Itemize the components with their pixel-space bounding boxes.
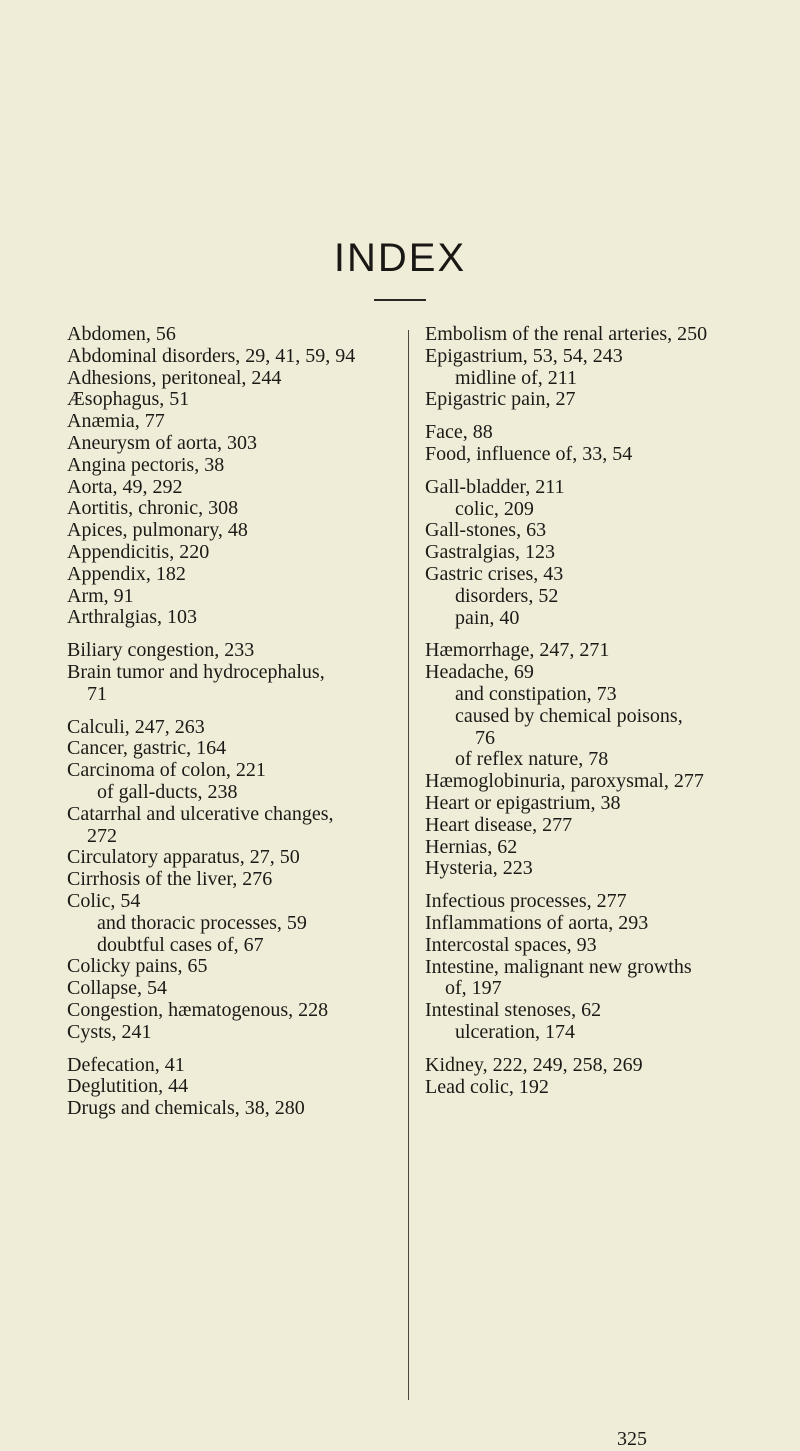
index-entry: Aneurysm of aorta, 303	[67, 431, 257, 454]
index-entry: Anæmia, 77	[67, 410, 165, 433]
index-entry: Colicky pains, 65	[67, 955, 208, 978]
page-title: INDEX	[333, 236, 467, 280]
index-entry: Biliary congestion, 233	[67, 639, 255, 662]
index-entry: Cirrhosis of the liver, 276	[67, 868, 273, 891]
index-entry: Arthralgias, 103	[67, 606, 197, 629]
index-entry: of gall-ducts, 238	[97, 780, 238, 803]
index-entry: Intestinal stenoses, 62	[425, 999, 602, 1022]
index-column-left	[67, 324, 397, 1131]
index-entry: Aorta, 49, 292	[67, 475, 183, 498]
index-entry: Angina pectoris, 38	[67, 453, 225, 476]
index-entry: Defecation, 41	[67, 1053, 185, 1076]
index-entry: Aortitis, chronic, 308	[67, 497, 239, 520]
index-entry: caused by chemical poisons,	[455, 704, 683, 727]
index-entry: of, 197	[445, 977, 502, 1000]
index-entry: Calculi, 247, 263	[67, 715, 205, 738]
index-entry: Congestion, hæmatogenous, 228	[67, 998, 329, 1021]
index-letter-group	[425, 1055, 765, 1099]
index-entry: Colic, 54	[67, 889, 141, 912]
index-entry: Arm, 91	[67, 584, 134, 607]
index-entry: Embolism of the renal arteries, 250	[425, 323, 708, 345]
index-entry: midline of, 211	[455, 366, 578, 389]
index-entry: Inflammations of aorta, 293	[425, 911, 649, 934]
index-entry: Apices, pulmonary, 48	[67, 519, 248, 542]
index-entry: Lead colic, 192	[425, 1075, 549, 1098]
index-entry: Infectious processes, 277	[425, 890, 627, 913]
index-entry: Appendix, 182	[67, 562, 186, 585]
index-entry: 272	[87, 824, 117, 847]
index-column-right	[425, 324, 765, 1109]
index-letter-group	[67, 717, 397, 1044]
index-entry: Gastric crises, 43	[425, 562, 564, 585]
index-entry: Intestine, malignant new growths	[425, 955, 692, 978]
index-entry: Heart or epigastrium, 38	[425, 791, 621, 814]
title-rule	[374, 299, 426, 301]
index-entry: Collapse, 54	[67, 977, 167, 1000]
page-number: 325	[617, 1428, 647, 1450]
index-entry: Gall-bladder, 211	[425, 475, 565, 498]
index-entry: Cancer, gastric, 164	[67, 737, 227, 760]
index-letter-group	[67, 1055, 397, 1120]
index-entry: Gall-stones, 63	[425, 519, 547, 542]
index-entry: Hæmoglobinuria, paroxysmal, 277	[425, 770, 704, 793]
index-letter-group	[425, 324, 765, 411]
index-entry: Hysteria, 223	[425, 857, 533, 880]
index-entry: Catarrhal and ulcerative changes,	[67, 802, 334, 825]
index-entry: Æsophagus, 51	[67, 388, 190, 411]
index-entry: Hæmorrhage, 247, 271	[425, 639, 610, 662]
index-letter-group	[425, 422, 765, 466]
index-entry: Intercostal spaces, 93	[425, 933, 597, 956]
index-entry: of reflex nature, 78	[455, 748, 609, 771]
index-letter-group	[425, 477, 765, 630]
index-entry: pain, 40	[455, 606, 520, 629]
index-entry: Circulatory apparatus, 27, 50	[67, 846, 300, 869]
index-entry: Epigastric pain, 27	[425, 388, 576, 411]
index-entry: 71	[87, 682, 107, 705]
index-letter-group	[425, 891, 765, 1044]
index-letter-group	[425, 640, 765, 880]
index-entry: Face, 88	[425, 421, 493, 444]
index-entry: Abdominal disorders, 29, 41, 59, 94	[67, 344, 356, 367]
index-entry: Cysts, 241	[67, 1020, 152, 1043]
index-entry: Carcinoma of colon, 221	[67, 759, 266, 782]
index-letter-group	[67, 640, 397, 705]
index-entry: Appendicitis, 220	[67, 540, 210, 563]
index-entry: 76	[475, 726, 495, 749]
index-entry: Gastralgias, 123	[425, 541, 555, 564]
index-entry: Drugs and chemicals, 38, 280	[67, 1097, 305, 1120]
index-entry: Brain tumor and hydrocephalus,	[67, 660, 325, 683]
column-divider	[408, 330, 409, 1400]
index-entry: colic, 209	[455, 497, 534, 520]
index-entry: Abdomen, 56	[67, 323, 176, 345]
index-entry: and constipation, 73	[455, 682, 617, 705]
index-entry: and thoracic processes, 59	[97, 911, 307, 934]
index-entry: Hernias, 62	[425, 835, 518, 858]
index-entry: Headache, 69	[425, 661, 534, 684]
index-entry: disorders, 52	[455, 584, 559, 607]
index-entry: Deglutition, 44	[67, 1075, 189, 1098]
index-entry: Food, influence of, 33, 54	[425, 442, 633, 465]
index-entry: doubtful cases of, 67	[97, 933, 264, 956]
index-entry: Heart disease, 277	[425, 813, 573, 836]
index-entry: ulceration, 174	[455, 1020, 575, 1043]
index-letter-group	[67, 324, 397, 629]
index-entry: Adhesions, peritoneal, 244	[67, 366, 282, 389]
index-entry: Kidney, 222, 249, 258, 269	[425, 1053, 643, 1076]
index-entry: Epigastrium, 53, 54, 243	[425, 344, 623, 367]
